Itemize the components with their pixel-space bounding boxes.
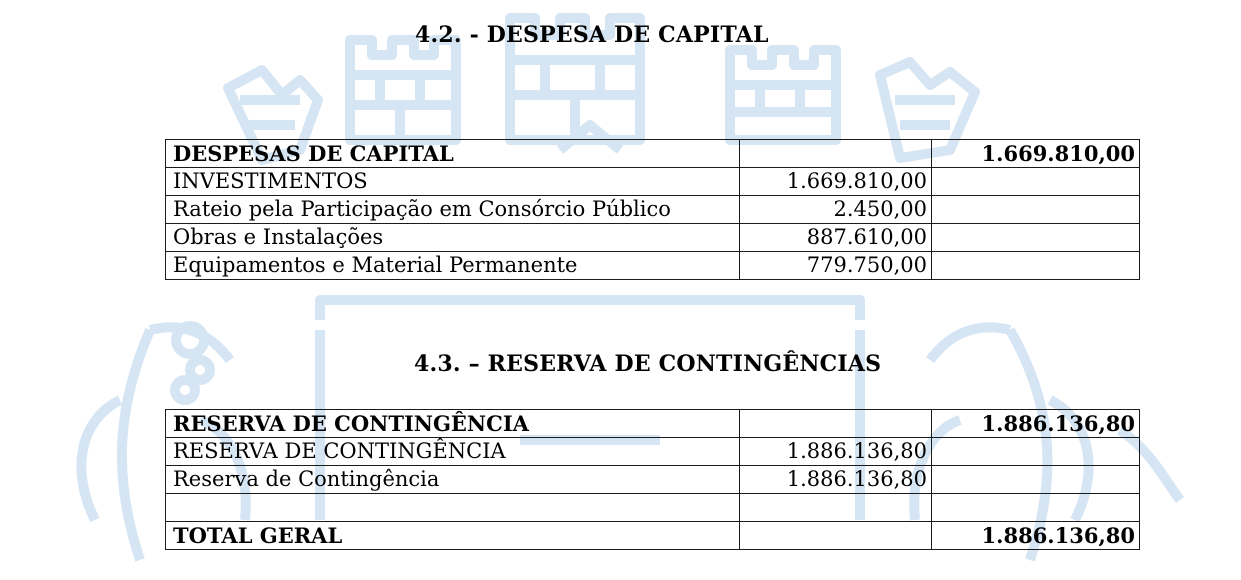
row-total	[932, 466, 1140, 494]
table-row	[166, 252, 1140, 280]
row-label: RESERVA DE CONTINGÊNCIA	[166, 438, 740, 466]
row-label: TOTAL GERAL	[166, 522, 740, 550]
table-row	[166, 140, 1140, 168]
row-total	[932, 196, 1140, 224]
row-label: DESPESAS DE CAPITAL	[166, 140, 740, 168]
row-total	[932, 168, 1140, 196]
row-label	[166, 494, 740, 522]
row-total	[932, 494, 1140, 522]
row-total	[932, 252, 1140, 280]
section-title-despesa-capital: 4.2. - DESPESA DE CAPITAL	[415, 22, 769, 48]
table-row	[166, 168, 1140, 196]
row-label: Reserva de Contingência	[166, 466, 740, 494]
row-label: INVESTIMENTOS	[166, 168, 740, 196]
row-subtotal	[740, 140, 932, 168]
table-row	[166, 196, 1140, 224]
row-subtotal: 2.450,00	[740, 196, 932, 224]
table-row-empty	[166, 494, 1140, 522]
row-label: Obras e Instalações	[166, 224, 740, 252]
row-subtotal: 887.610,00	[740, 224, 932, 252]
table-row	[166, 466, 1140, 494]
row-label: RESERVA DE CONTINGÊNCIA	[166, 410, 740, 438]
row-subtotal: 1.669.810,00	[740, 168, 932, 196]
row-subtotal	[740, 410, 932, 438]
row-subtotal: 779.750,00	[740, 252, 932, 280]
despesa-capital-table	[165, 139, 1140, 280]
row-subtotal: 1.886.136,80	[740, 438, 932, 466]
row-total	[932, 438, 1140, 466]
row-total: 1.886.136,80	[932, 522, 1140, 550]
row-label: Equipamentos e Material Permanente	[166, 252, 740, 280]
row-subtotal	[740, 522, 932, 550]
table-row-total-geral	[166, 522, 1140, 550]
section-title-reserva-contingencias: 4.3. – RESERVA DE CONTINGÊNCIAS	[414, 351, 882, 377]
table-row	[166, 438, 1140, 466]
row-subtotal: 1.886.136,80	[740, 466, 932, 494]
table-row	[166, 224, 1140, 252]
row-total	[932, 224, 1140, 252]
row-total: 1.669.810,00	[932, 140, 1140, 168]
row-subtotal	[740, 494, 932, 522]
reserva-contingencia-table	[165, 409, 1140, 550]
table-row	[166, 410, 1140, 438]
row-total: 1.886.136,80	[932, 410, 1140, 438]
row-label: Rateio pela Participação em Consórcio Público	[166, 196, 740, 224]
